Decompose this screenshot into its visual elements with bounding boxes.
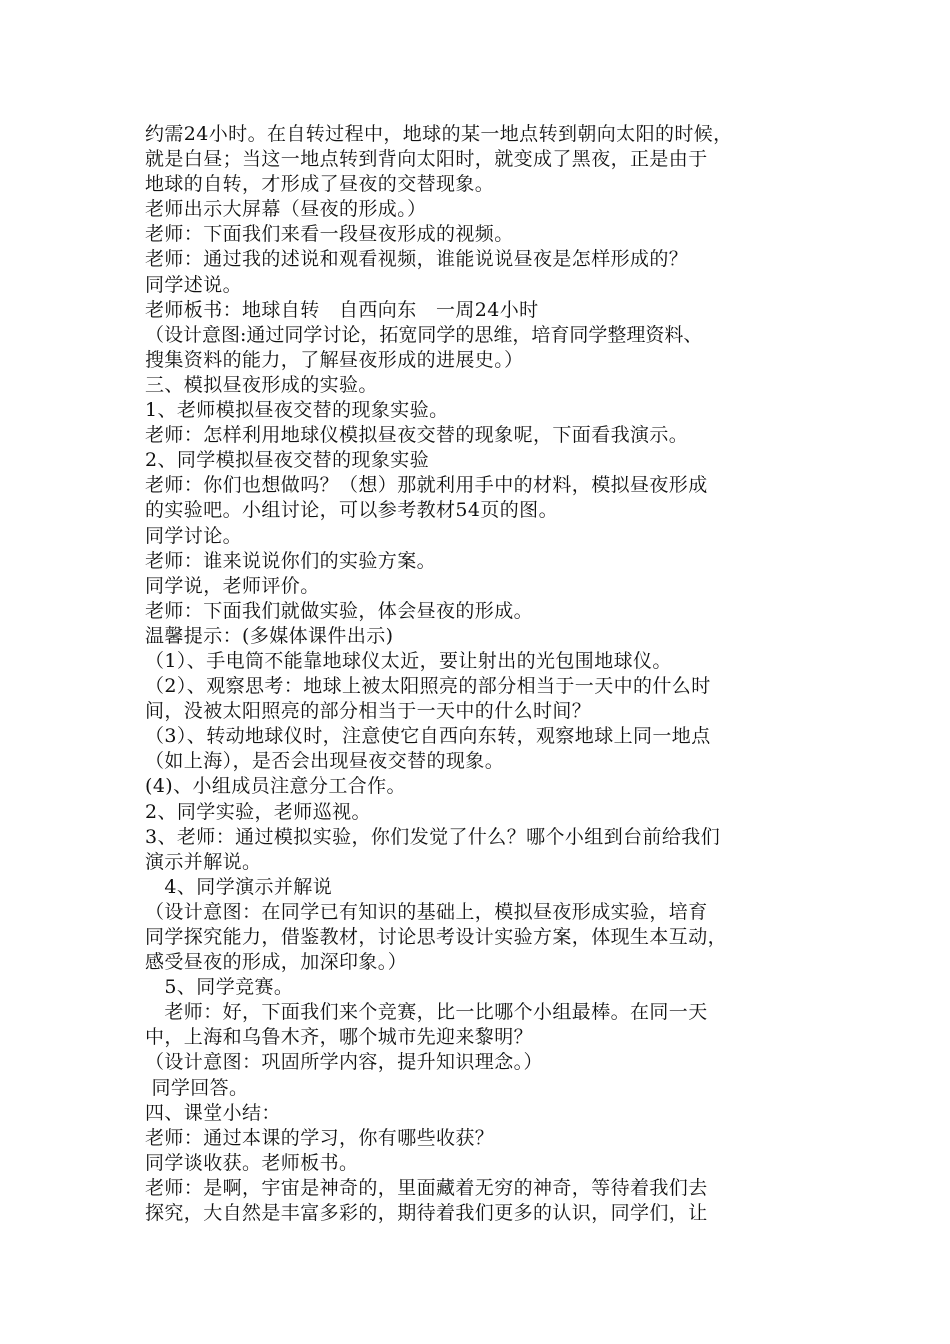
text-line-15: 老师：你们也想做吗？（想）那就利用手中的材料，模拟昼夜形成 [145,474,708,497]
text-line-16: 的实验吧。小组讨论，可以参考教材54页的图。 [145,499,558,522]
text-line-37: 中，上海和乌鲁木齐，哪个城市先迎来黎明？ [145,1026,534,1049]
text-line-8: 老师板书：地球自转 自西向东 一周24小时 [145,298,539,321]
text-line-29: 3、老师：通过模拟实验，你们发觉了什么？哪个小组到台前给我们 [145,825,721,848]
text-line-5: 老师：下面我们来看一段昼夜形成的视频。 [145,223,514,246]
text-line-10: 搜集资料的能力，了解昼夜形成的进展史。） [145,348,524,371]
text-line-7: 同学述说。 [145,273,243,296]
text-line-39: 同学回答。 [145,1076,249,1099]
text-line-1: 约需24小时。在自转过程中，地球的某一地点转到朝向太阳的时候， [145,123,733,145]
text-line-11: 三、模拟昼夜形成的实验。 [145,373,378,396]
text-line-30: 演示并解说。 [145,850,262,873]
text-line-3: 地球的自转，才形成了昼夜的交替现象。 [145,173,495,196]
text-line-4: 老师出示大屏幕（昼夜的形成。） [145,198,427,221]
document-body [145,122,825,1226]
text-line-19: 同学说，老师评价。 [145,574,320,597]
text-line-34: 感受昼夜的形成，加深印象。） [145,951,408,974]
text-line-22: （1）、手电筒不能靠地球仪太近，要让射出的光包围地球仪。 [145,649,672,672]
text-line-9: （设计意图:通过同学讨论，拓宽同学的思维，培育同学整理资料、 [145,323,703,346]
text-line-43: 老师：是啊，宇宙是神奇的，里面藏着无穷的神奇，等待着我们去 [145,1176,708,1199]
text-line-20: 老师：下面我们就做实验，体会昼夜的形成。 [145,599,534,622]
text-line-42: 同学谈收获。老师板书。 [145,1151,359,1174]
text-line-31: 4、同学演示并解说 [145,875,333,898]
text-line-36: 老师：好，下面我们来个竞赛，比一比哪个小组最棒。在同一天 [145,1001,708,1024]
text-line-23: （2）、观察思考：地球上被太阳照亮的部分相当于一天中的什么时 [145,675,711,698]
text-line-27: (4)、小组成员注意分工合作。 [145,775,406,798]
text-line-35: 5、同学竞赛。 [145,976,294,999]
text-line-18: 老师：谁来说说你们的实验方案。 [145,549,437,572]
text-line-6: 老师：通过我的述说和观看视频，谁能说说昼夜是怎样形成的？ [145,248,689,271]
text-line-28: 2、同学实验，老师巡视。 [145,800,371,823]
text-line-13: 老师：怎样利用地球仪模拟昼夜交替的现象呢，下面看我演示。 [145,424,689,447]
text-line-32: （设计意图：在同学已有知识的基础上，模拟昼夜形成实验，培育 [145,900,708,923]
text-line-21: 温馨提示：(多媒体课件出示) [145,624,394,647]
text-line-33: 同学探究能力，借鉴教材，讨论思考设计实验方案，体现生本互动， [145,926,728,948]
text-line-38: （设计意图：巩固所学内容，提升知识理念。） [145,1051,543,1074]
text-line-2: 就是白昼；当这一地点转到背向太阳时，就变成了黑夜，正是由于 [145,148,708,171]
text-line-12: 1、老师模拟昼夜交替的现象实验。 [145,399,449,422]
text-line-17: 同学讨论。 [145,524,243,547]
text-line-44: 探究，大自然是丰富多彩的，期待着我们更多的认识，同学们，让 [145,1202,708,1225]
text-line-14: 2、同学模拟昼夜交替的现象实验 [145,449,430,472]
text-line-40: 四、课堂小结： [145,1101,281,1124]
text-line-24: 间，没被太阳照亮的部分相当于一天中的什么时间？ [145,700,592,723]
text-line-26: （如上海），是否会出现昼夜交替的现象。 [145,750,505,773]
text-line-41: 老师：通过本课的学习，你有哪些收获？ [145,1126,495,1149]
text-line-25: （3）、转动地球仪时，注意使它自西向东转，观察地球上同一地点 [145,725,711,748]
